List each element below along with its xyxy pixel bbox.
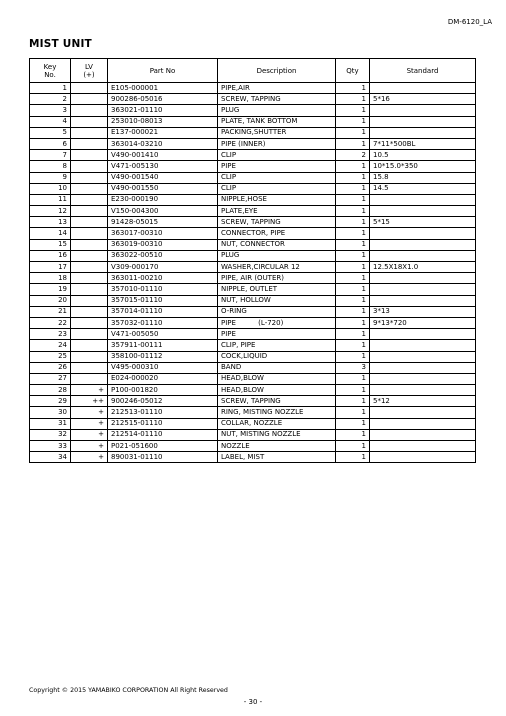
description-cell: CLIP, PIPE <box>218 340 336 351</box>
lv-cell <box>71 373 108 384</box>
part-no-cell: V495-000310 <box>108 362 218 373</box>
key-cell: 30 <box>30 407 71 418</box>
standard-cell: 5*16 <box>370 94 476 105</box>
key-cell: 16 <box>30 250 71 261</box>
standard-cell <box>370 385 476 396</box>
qty-cell: 1 <box>336 194 370 205</box>
standard-cell <box>370 239 476 250</box>
key-cell: 32 <box>30 429 71 440</box>
key-cell: 14 <box>30 228 71 239</box>
table-row <box>30 373 476 384</box>
description-cell: HEAD,BLOW <box>218 373 336 384</box>
standard-cell: 10.5 <box>370 150 476 161</box>
key-cell: 29 <box>30 396 71 407</box>
qty-cell: 1 <box>336 418 370 429</box>
qty-cell: 1 <box>336 396 370 407</box>
part-no-cell: 363011-00210 <box>108 273 218 284</box>
qty-cell: 1 <box>336 172 370 183</box>
part-no-cell: 212515-01110 <box>108 418 218 429</box>
part-no-cell: 357010-01110 <box>108 284 218 295</box>
standard-cell <box>370 452 476 463</box>
key-cell: 27 <box>30 373 71 384</box>
description-cell: O-RING <box>218 306 336 317</box>
lv-cell <box>71 284 108 295</box>
part-no-cell: 363019-00310 <box>108 239 218 250</box>
standard-cell <box>370 407 476 418</box>
standard-cell <box>370 83 476 94</box>
lv-cell <box>71 317 108 328</box>
standard-cell <box>370 362 476 373</box>
table-row <box>30 206 476 217</box>
table-row <box>30 329 476 340</box>
part-no-cell: E137-000021 <box>108 127 218 138</box>
description-cell: NIPPLE,HOSE <box>218 194 336 205</box>
table-row <box>30 94 476 105</box>
lv-cell <box>71 329 108 340</box>
key-cell: 17 <box>30 262 71 273</box>
table-row <box>30 362 476 373</box>
key-cell: 15 <box>30 239 71 250</box>
standard-cell <box>370 329 476 340</box>
qty-cell: 1 <box>336 373 370 384</box>
standard-cell <box>370 273 476 284</box>
key-cell: 22 <box>30 317 71 328</box>
header-part-no: Part No <box>108 59 218 83</box>
standard-cell <box>370 194 476 205</box>
standard-cell <box>370 418 476 429</box>
table-row <box>30 116 476 127</box>
qty-cell: 1 <box>336 317 370 328</box>
description-cell: CLIP <box>218 172 336 183</box>
copyright-notice: Copyright © 2015 YAMABIKO CORPORATION All Right Reserved <box>29 687 228 694</box>
lv-cell <box>71 250 108 261</box>
key-cell: 10 <box>30 183 71 194</box>
table-row <box>30 429 476 440</box>
description-cell: RING, MISTING NOZZLE <box>218 407 336 418</box>
lv-cell: + <box>71 429 108 440</box>
standard-cell: 3*13 <box>370 306 476 317</box>
description-cell: SCREW, TAPPING <box>218 94 336 105</box>
part-no-cell: P021-051600 <box>108 441 218 452</box>
key-cell: 4 <box>30 116 71 127</box>
part-no-cell: E105-000001 <box>108 83 218 94</box>
lv-cell <box>71 262 108 273</box>
description-cell: CONNECTOR, PIPE <box>218 228 336 239</box>
key-cell: 28 <box>30 385 71 396</box>
standard-cell <box>370 351 476 362</box>
table-row <box>30 273 476 284</box>
lv-cell <box>71 183 108 194</box>
lv-cell <box>71 206 108 217</box>
standard-cell: 5*15 <box>370 217 476 228</box>
part-no-cell: 363017-00310 <box>108 228 218 239</box>
part-no-cell: V490-001540 <box>108 172 218 183</box>
table-row <box>30 83 476 94</box>
qty-cell: 1 <box>336 284 370 295</box>
description-cell: PLATE, TANK BOTTOM <box>218 116 336 127</box>
lv-cell: + <box>71 441 108 452</box>
part-no-cell: 357032-01110 <box>108 317 218 328</box>
part-no-cell: 212513-01110 <box>108 407 218 418</box>
table-row <box>30 250 476 261</box>
lv-cell <box>71 172 108 183</box>
description-cell: PIPE (INNER) <box>218 138 336 149</box>
key-cell: 9 <box>30 172 71 183</box>
description-cell: LABEL, MIST <box>218 452 336 463</box>
standard-cell: 14.5 <box>370 183 476 194</box>
description-cell: CLIP <box>218 150 336 161</box>
table-row <box>30 150 476 161</box>
part-no-cell: 363022-00510 <box>108 250 218 261</box>
key-cell: 24 <box>30 340 71 351</box>
qty-cell: 1 <box>336 250 370 261</box>
standard-cell: 5*12 <box>370 396 476 407</box>
qty-cell: 1 <box>336 262 370 273</box>
description-cell: COCK,LIQUID <box>218 351 336 362</box>
description-cell: SCREW, TAPPING <box>218 217 336 228</box>
lv-cell <box>71 273 108 284</box>
standard-cell <box>370 429 476 440</box>
table-row <box>30 385 476 396</box>
standard-cell: 12.5X18X1.0 <box>370 262 476 273</box>
standard-cell <box>370 250 476 261</box>
lv-cell: ++ <box>71 396 108 407</box>
description-cell: CLIP <box>218 183 336 194</box>
table-row <box>30 418 476 429</box>
table-row <box>30 161 476 172</box>
part-no-cell: E024-000020 <box>108 373 218 384</box>
description-cell: PIPE (L-720) <box>218 317 336 328</box>
table-row <box>30 340 476 351</box>
qty-cell: 2 <box>336 150 370 161</box>
description-cell: PLUG <box>218 250 336 261</box>
qty-cell: 1 <box>336 351 370 362</box>
table-row <box>30 396 476 407</box>
lv-cell <box>71 105 108 116</box>
qty-cell: 1 <box>336 161 370 172</box>
key-cell: 19 <box>30 284 71 295</box>
qty-cell: 1 <box>336 116 370 127</box>
part-no-cell: 357015-01110 <box>108 295 218 306</box>
lv-cell: + <box>71 452 108 463</box>
description-cell: SCREW, TAPPING <box>218 396 336 407</box>
lv-cell <box>71 116 108 127</box>
standard-cell <box>370 295 476 306</box>
lv-cell <box>71 351 108 362</box>
part-no-cell: P100-001820 <box>108 385 218 396</box>
key-cell: 8 <box>30 161 71 172</box>
part-no-cell: 890031-01110 <box>108 452 218 463</box>
part-no-cell: V490-001410 <box>108 150 218 161</box>
lv-cell <box>71 194 108 205</box>
qty-cell: 1 <box>336 441 370 452</box>
description-cell: PLATE,EYE <box>218 206 336 217</box>
description-cell: PIPE, AIR (OUTER) <box>218 273 336 284</box>
description-cell: COLLAR, NOZZLE <box>218 418 336 429</box>
document-code: DM-6120_LA <box>447 18 492 26</box>
table-row <box>30 262 476 273</box>
key-cell: 1 <box>30 83 71 94</box>
qty-cell: 1 <box>336 206 370 217</box>
table-row <box>30 183 476 194</box>
key-cell: 34 <box>30 452 71 463</box>
key-cell: 7 <box>30 150 71 161</box>
lv-cell <box>71 239 108 250</box>
standard-cell <box>370 105 476 116</box>
table-row <box>30 452 476 463</box>
qty-cell: 1 <box>336 183 370 194</box>
description-cell: NIPPLE, OUTLET <box>218 284 336 295</box>
table-row <box>30 217 476 228</box>
description-cell: WASHER,CIRCULAR 12 <box>218 262 336 273</box>
table-row <box>30 138 476 149</box>
qty-cell: 1 <box>336 329 370 340</box>
lv-cell: + <box>71 407 108 418</box>
table-row <box>30 407 476 418</box>
standard-cell <box>370 441 476 452</box>
qty-cell: 1 <box>336 217 370 228</box>
key-cell: 18 <box>30 273 71 284</box>
key-cell: 33 <box>30 441 71 452</box>
qty-cell: 1 <box>336 228 370 239</box>
lv-cell <box>71 362 108 373</box>
standard-cell <box>370 373 476 384</box>
qty-cell: 1 <box>336 385 370 396</box>
lv-cell <box>71 295 108 306</box>
lv-cell <box>71 138 108 149</box>
table-row <box>30 306 476 317</box>
key-cell: 3 <box>30 105 71 116</box>
lv-cell <box>71 306 108 317</box>
standard-cell <box>370 228 476 239</box>
key-cell: 23 <box>30 329 71 340</box>
standard-cell: 7*11*500BL <box>370 138 476 149</box>
header-standard: Standard <box>370 59 476 83</box>
qty-cell: 1 <box>336 83 370 94</box>
header-description: Description <box>218 59 336 83</box>
key-cell: 11 <box>30 194 71 205</box>
table-row <box>30 317 476 328</box>
page-number: - 30 - <box>243 698 263 706</box>
qty-cell: 1 <box>336 295 370 306</box>
description-cell: PIPE <box>218 329 336 340</box>
description-cell: HEAD,BLOW <box>218 385 336 396</box>
part-no-cell: 358100-01112 <box>108 351 218 362</box>
part-no-cell: 212514-01110 <box>108 429 218 440</box>
key-cell: 21 <box>30 306 71 317</box>
key-cell: 31 <box>30 418 71 429</box>
part-no-cell: 900246-05012 <box>108 396 218 407</box>
description-cell: NOZZLE <box>218 441 336 452</box>
description-cell: PLUG <box>218 105 336 116</box>
part-no-cell: V490-001550 <box>108 183 218 194</box>
qty-cell: 1 <box>336 127 370 138</box>
table-header-row <box>30 59 476 83</box>
qty-cell: 1 <box>336 273 370 284</box>
part-no-cell: 357014-01110 <box>108 306 218 317</box>
lv-cell <box>71 217 108 228</box>
qty-cell: 1 <box>336 306 370 317</box>
qty-cell: 1 <box>336 340 370 351</box>
page-title: MIST UNIT <box>29 38 92 50</box>
description-cell: NUT, MISTING NOZZLE <box>218 429 336 440</box>
qty-cell: 1 <box>336 407 370 418</box>
standard-cell <box>370 340 476 351</box>
description-cell: NUT, CONNECTOR <box>218 239 336 250</box>
key-cell: 20 <box>30 295 71 306</box>
description-cell: PACKING,SHUTTER <box>218 127 336 138</box>
table-row <box>30 284 476 295</box>
lv-cell <box>71 94 108 105</box>
lv-cell: + <box>71 385 108 396</box>
header-qty: Qty <box>336 59 370 83</box>
lv-cell <box>71 127 108 138</box>
key-cell: 13 <box>30 217 71 228</box>
lv-cell: + <box>71 418 108 429</box>
standard-cell <box>370 127 476 138</box>
description-cell: NUT, HOLLOW <box>218 295 336 306</box>
lv-cell <box>71 161 108 172</box>
key-cell: 5 <box>30 127 71 138</box>
qty-cell: 1 <box>336 94 370 105</box>
part-no-cell: E230-000190 <box>108 194 218 205</box>
parts-table-body <box>30 83 476 463</box>
lv-cell <box>71 150 108 161</box>
qty-cell: 1 <box>336 138 370 149</box>
lv-cell <box>71 340 108 351</box>
table-row <box>30 295 476 306</box>
standard-cell <box>370 206 476 217</box>
parts-table <box>29 58 476 463</box>
table-row <box>30 194 476 205</box>
key-cell: 12 <box>30 206 71 217</box>
key-cell: 25 <box>30 351 71 362</box>
lv-cell <box>71 83 108 94</box>
part-no-cell: 363021-01110 <box>108 105 218 116</box>
part-no-cell: V471-005130 <box>108 161 218 172</box>
qty-cell: 1 <box>336 452 370 463</box>
standard-cell: 10*15.0*350 <box>370 161 476 172</box>
standard-cell <box>370 116 476 127</box>
qty-cell: 3 <box>336 362 370 373</box>
part-no-cell: 357911-00111 <box>108 340 218 351</box>
part-no-cell: V471-005050 <box>108 329 218 340</box>
table-row <box>30 105 476 116</box>
table-row <box>30 239 476 250</box>
standard-cell: 15.8 <box>370 172 476 183</box>
qty-cell: 1 <box>336 105 370 116</box>
key-cell: 2 <box>30 94 71 105</box>
lv-cell <box>71 228 108 239</box>
table-row <box>30 228 476 239</box>
description-cell: PIPE <box>218 161 336 172</box>
standard-cell <box>370 284 476 295</box>
part-no-cell: 900286-05016 <box>108 94 218 105</box>
header-key-no: Key No. <box>30 59 71 83</box>
part-no-cell: V150-004300 <box>108 206 218 217</box>
part-no-cell: 91428-05015 <box>108 217 218 228</box>
header-lv: LV (+) <box>71 59 108 83</box>
key-cell: 6 <box>30 138 71 149</box>
description-cell: PIPE,AIR <box>218 83 336 94</box>
part-no-cell: 363014-03210 <box>108 138 218 149</box>
table-row <box>30 351 476 362</box>
table-row <box>30 441 476 452</box>
description-cell: BAND <box>218 362 336 373</box>
key-cell: 26 <box>30 362 71 373</box>
part-no-cell: 253010-08013 <box>108 116 218 127</box>
part-no-cell: V309-000170 <box>108 262 218 273</box>
qty-cell: 1 <box>336 429 370 440</box>
qty-cell: 1 <box>336 239 370 250</box>
table-row <box>30 172 476 183</box>
standard-cell: 9*13*720 <box>370 317 476 328</box>
table-row <box>30 127 476 138</box>
